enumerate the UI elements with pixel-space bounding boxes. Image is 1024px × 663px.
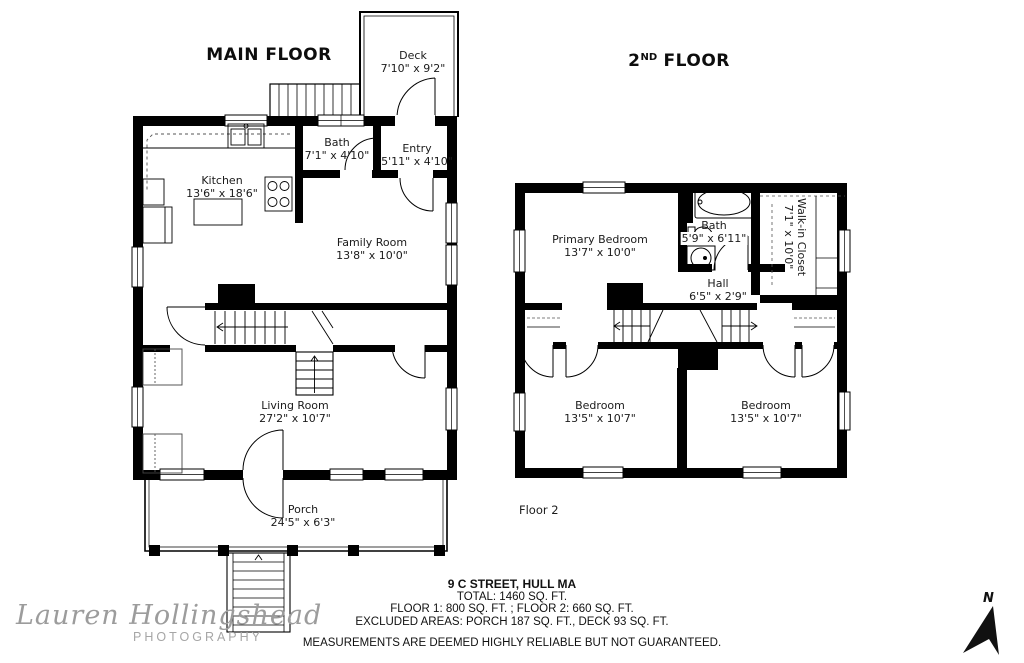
footer-address: 9 C STREET, HULL MA <box>447 577 577 591</box>
room-label-deck: Deck 7'10" x 9'2" <box>380 49 446 75</box>
room-label-entry: Entry 5'11" x 4'10" <box>381 142 453 168</box>
footer-total: TOTAL: 1460 SQ. FT. <box>456 590 568 603</box>
footer-disclaimer: MEASUREMENTS ARE DEEMED HIGHLY RELIABLE BUT NOT GUARANTEED. <box>302 637 722 649</box>
footer-excluded: EXCLUDED AREAS: PORCH 187 SQ. FT., DECK 93 SQ. FT. <box>355 615 669 628</box>
room-label-bedroom-right: Bedroom 13'5" x 10'7" <box>730 399 802 425</box>
room-label-primary-bedroom: Primary Bedroom 13'7" x 10'0" <box>552 233 648 259</box>
second-floor-title: 2ND FLOOR <box>628 51 730 71</box>
room-label-bath-main: Bath 7'1" x 4'10" <box>304 136 370 162</box>
room-label-walk-in-closet: Walk-in Closet 7'1" x 10'0" <box>782 197 808 277</box>
watermark-signature: Lauren Hollingshead <box>16 600 323 631</box>
room-label-family-room: Family Room 13'8" x 10'0" <box>336 236 408 262</box>
room-label-bath-2nd: Bath 5'9" x 6'11" <box>681 219 747 245</box>
main-floor-title: MAIN FLOOR <box>206 45 332 65</box>
watermark-photography: PHOTOGRAPHY <box>133 630 264 644</box>
north-label: N <box>983 591 994 606</box>
room-label-hall: Hall 6'5" x 2'9" <box>689 277 747 303</box>
room-label-porch: Porch 24'5" x 6'3" <box>270 503 336 529</box>
footer-floors: FLOOR 1: 800 SQ. FT. ; FLOOR 2: 660 SQ. FT. <box>390 603 634 615</box>
floor2-caption: Floor 2 <box>519 503 559 517</box>
room-label-living-room: Living Room 27'2" x 10'7" <box>259 399 331 425</box>
room-label-bedroom-left: Bedroom 13'5" x 10'7" <box>564 399 636 425</box>
footer-summary <box>262 578 762 650</box>
room-label-kitchen: Kitchen 13'6" x 18'6" <box>186 174 258 200</box>
